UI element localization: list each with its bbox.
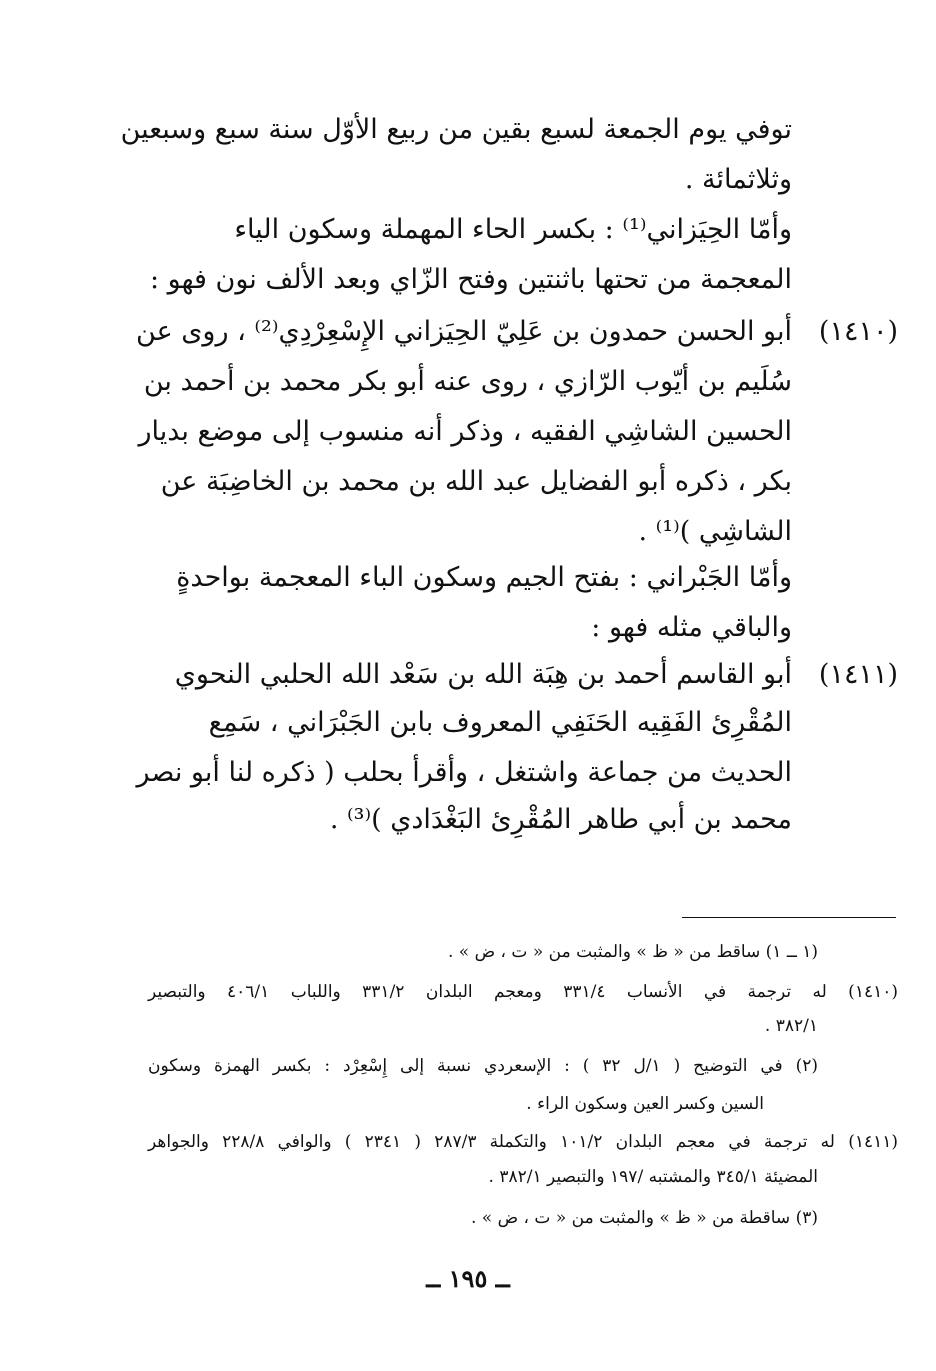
main-line-3: وأمّا الحِيَزاني⁽¹⁾ : بكسر الحاء المهملة وسكون الياء (234, 214, 792, 245)
footnote-line-1: (١ ــ ١) ساقط من « ظ » والمثبت من « ت ، ض » . (447, 942, 818, 962)
entry-number-1411: (١٤١١) (818, 659, 898, 690)
main-line-9: الشاشِي )⁽¹⁾ . (638, 516, 792, 547)
footnote-line-7: المضيئة ٣٤٥/١ والمشتبه /١٩٧ والتبصير ٣٨٢/١ . (488, 1167, 818, 1187)
footnote-line-2: (١٤١٠) له ترجمة في الأنساب ٣٣١/٤ ومعجم البلدان ٣٣١/٢ واللباب ٤٠٦/١ والتبصير (148, 982, 898, 1002)
main-line-12: أبو القاسم أحمد بن هِبَة الله بن سَعْد الله الحلبي النحوي (174, 659, 792, 690)
page-number: ــ ١٩٥ ــ (426, 1264, 510, 1293)
footnote-line-3: ٣٨٢/١ . (764, 1016, 818, 1036)
footnote-line-6: (١٤١١) له ترجمة في معجم البلدان ١٠١/٢ والتكملة ٢٨٧/٣ ( ٢٣٤١ ) والوافي ٢٢٨/٨ والجواهر (148, 1132, 898, 1152)
main-line-15: محمد بن أبي طاهر المُقْرِئ البَغْدَادي )⁽³⁾ . (329, 804, 792, 835)
main-line-11: والباقي مثله فهو : (591, 612, 792, 643)
main-line-2: وثلاثمائة . (684, 164, 792, 195)
footnote-line-4: (٢) في التوضيح ( ١/ل ٣٢ ) : الإسعردي نسبة إلى إِسْعِرْد : بكسر الهمزة وسكون (148, 1056, 819, 1076)
main-line-8: بكر ، ذكره أبو الفضايل عبد الله بن محمد بن الخاضِبَة عن (160, 466, 792, 497)
main-line-7: الحسين الشاشِي الفقيه ، وذكر أنه منسوب إلى موضع بديار (138, 416, 792, 447)
main-line-13: المُقْرِئ الفَقِيه الحَنَفِي المعروف بابن الجَبْرَاني ، سَمِع (208, 707, 792, 738)
entry-number-1410: (١٤١٠) (818, 316, 898, 347)
main-line-10: وأمّا الجَبْراني : بفتح الجيم وسكون الباء المعجمة بواحدةٍ (176, 562, 792, 593)
footnote-line-5: السين وكسر العين وسكون الراء . (526, 1094, 764, 1114)
main-line-14: الحديث من جماعة واشتغل ، وأقرأ بحلب ( ذكره لنا أبو نصر (136, 757, 792, 788)
main-line-6: سُلَيم بن أيّوب الرّازي ، روى عنه أبو بكر محمد بن أحمد بن (143, 366, 792, 397)
main-line-5: أبو الحسن حمدون بن عَلِيّ الحِيَزاني الإِسْعِرْدِي⁽²⁾ ، روى عن (136, 316, 792, 347)
main-line-4: المعجمة من تحتها باثنتين وفتح الزّاي وبعد الألف نون فهو : (149, 264, 792, 295)
footnote-separator (682, 917, 896, 918)
footnote-line-8: (٣) ساقطة من « ظ » والمثبت من « ت ، ض » . (470, 1208, 818, 1228)
main-line-1: توفي يوم الجمعة لسبع بقين من ربيع الأوّل سنة سبع وسبعين (120, 114, 792, 145)
